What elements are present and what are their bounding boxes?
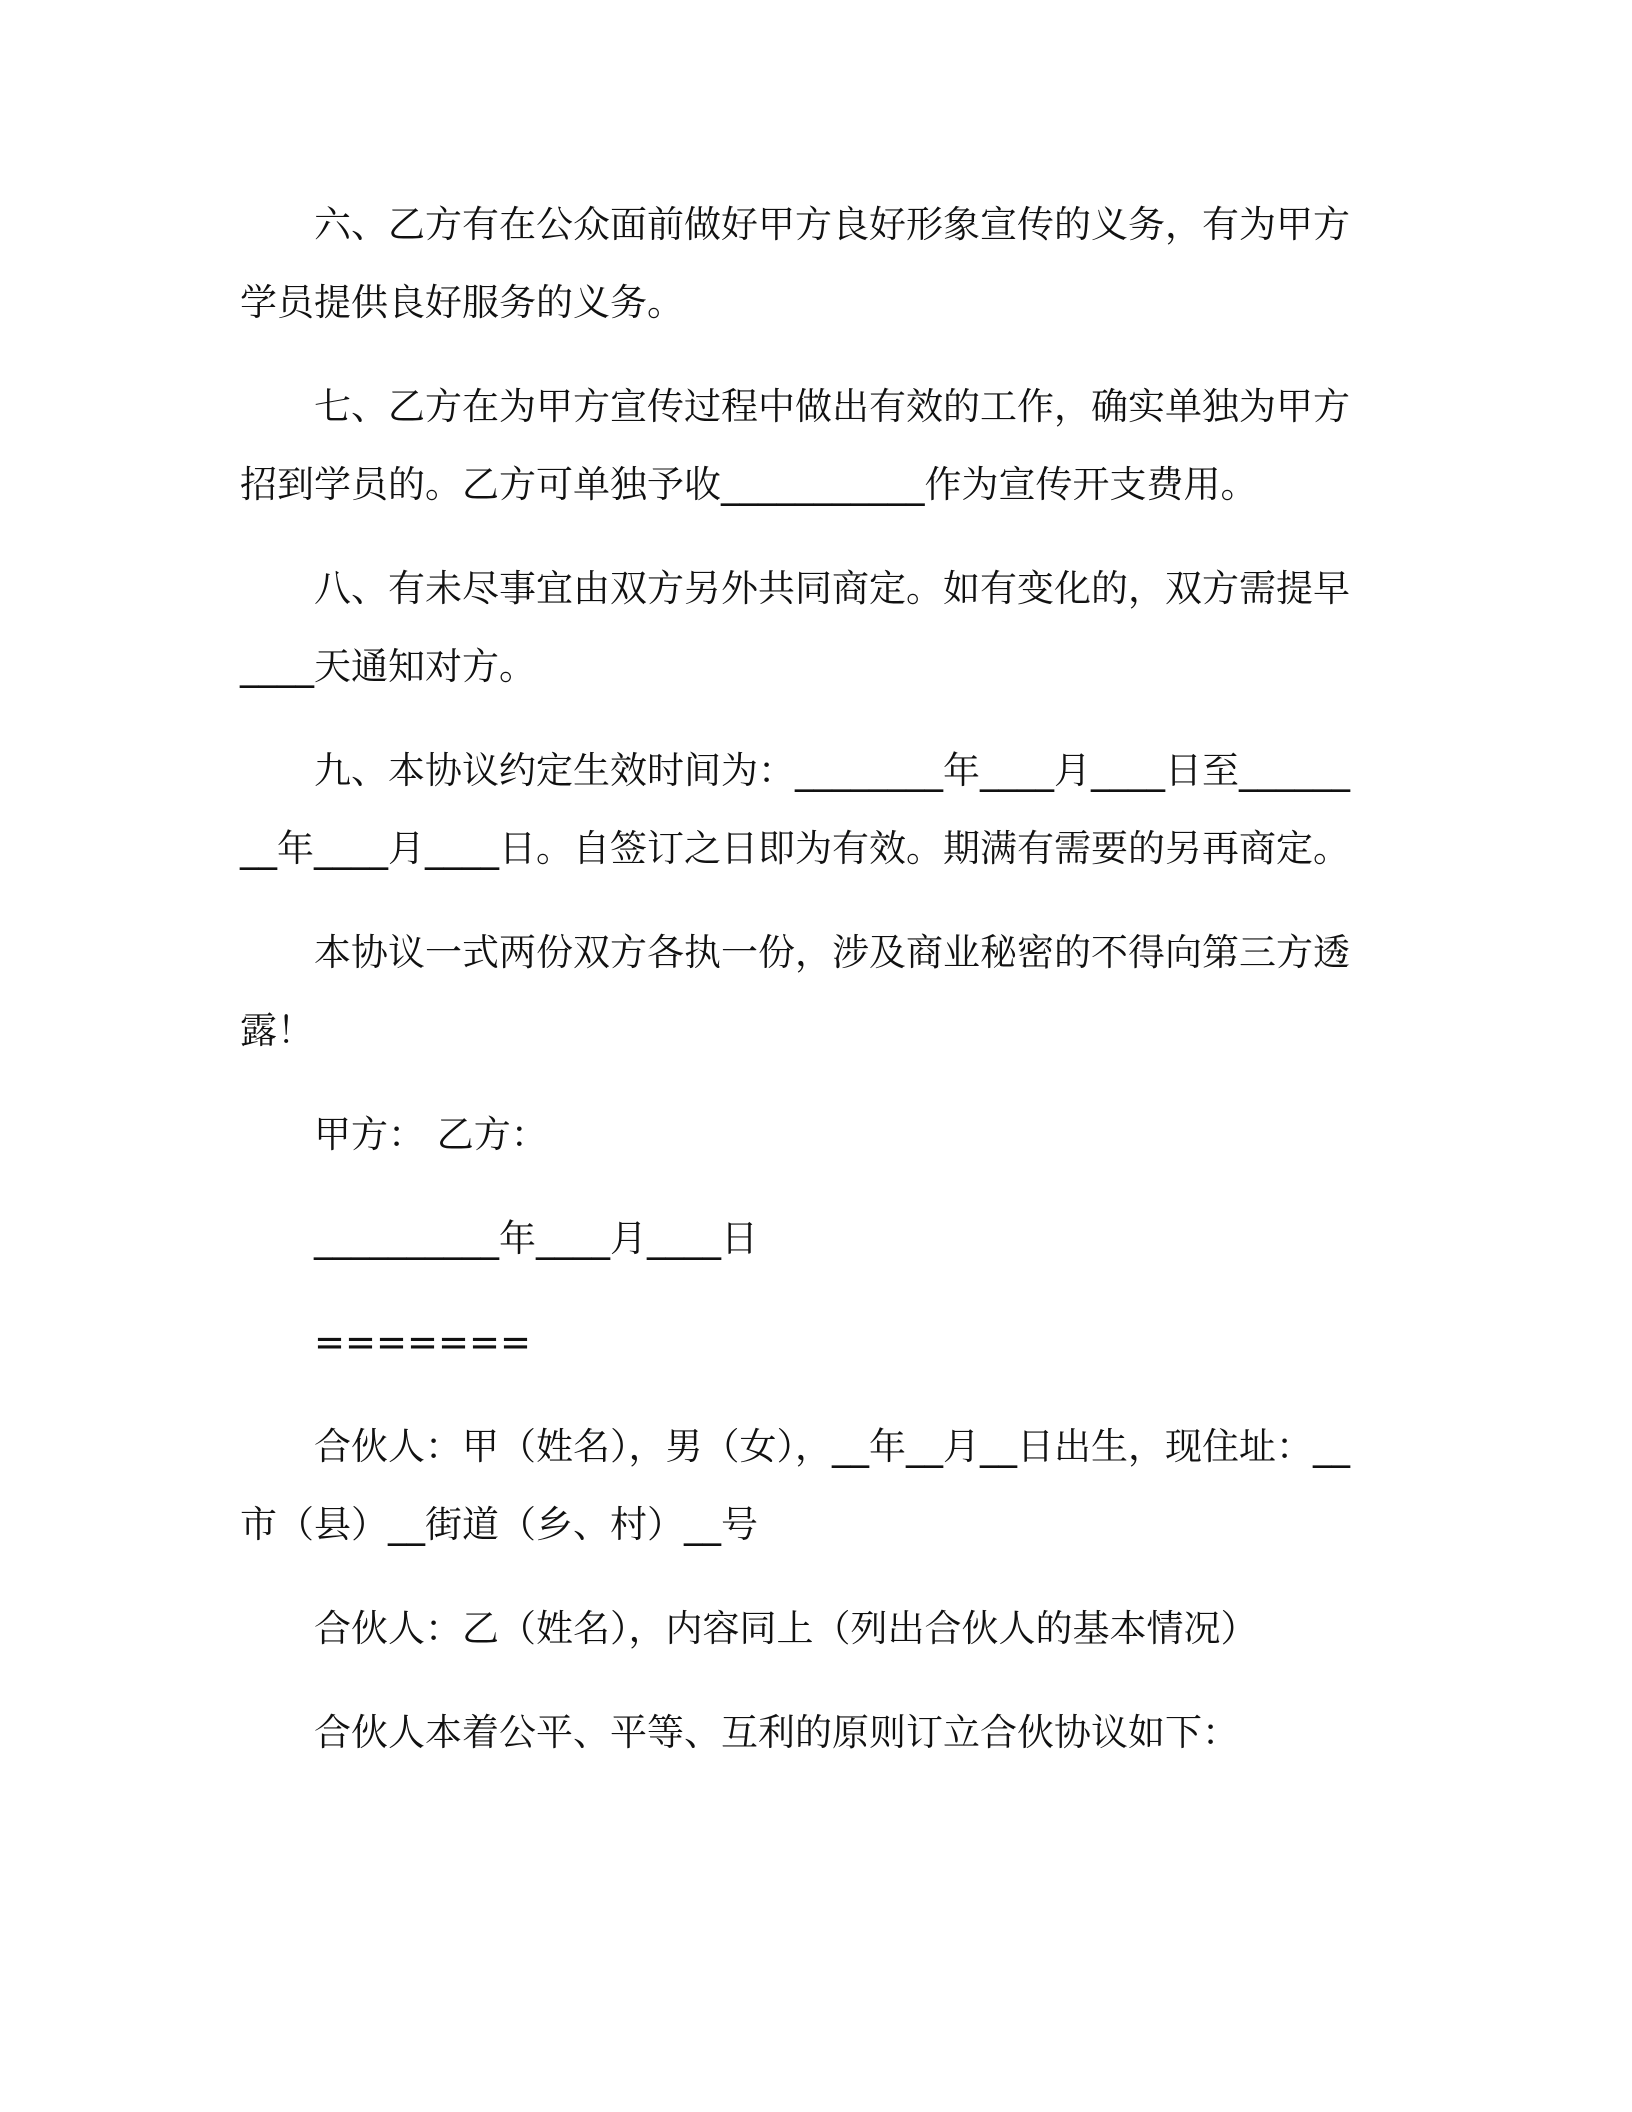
clause-6: 六、乙方有在公众面前做好甲方良好形象宣传的义务，有为甲方学员提供良好服务的义务。 [240, 203, 1350, 324]
signature-parties: 甲方： 乙方： [314, 1113, 548, 1156]
partner-a-info: 合伙人：甲（姓名），男（女），__年__月__日出生，现住址：__市（县）__街道（乡、村）__号 [240, 1425, 1350, 1546]
signature-date: __________年____月____日 [314, 1217, 758, 1260]
clause-8: 八、有未尽事宜由双方另外共同商定。如有变化的，双方需提早____天通知对方。 [240, 567, 1350, 688]
clause-7: 七、乙方在为甲方宣传过程中做出有效的工作，确实单独为甲方招到学员的。乙方可单独予收___________作为宣传开支费用。 [240, 385, 1350, 506]
clause-9: 九、本协议约定生效时间为：________年____月____日至________年____月____日。自签订之日即为有效。期满有需要的另再商定。 [240, 749, 1350, 870]
section-divider: ======= [314, 1321, 532, 1364]
copies-statement: 本协议一式两份双方各执一份，涉及商业秘密的不得向第三方透露！ [240, 931, 1350, 1052]
partner-b-info: 合伙人：乙（姓名），内容同上（列出合伙人的基本情况） [314, 1607, 1258, 1650]
document-body [240, 186, 1360, 1798]
agreement-intro: 合伙人本着公平、平等、互利的原则订立合伙协议如下： [314, 1711, 1239, 1754]
